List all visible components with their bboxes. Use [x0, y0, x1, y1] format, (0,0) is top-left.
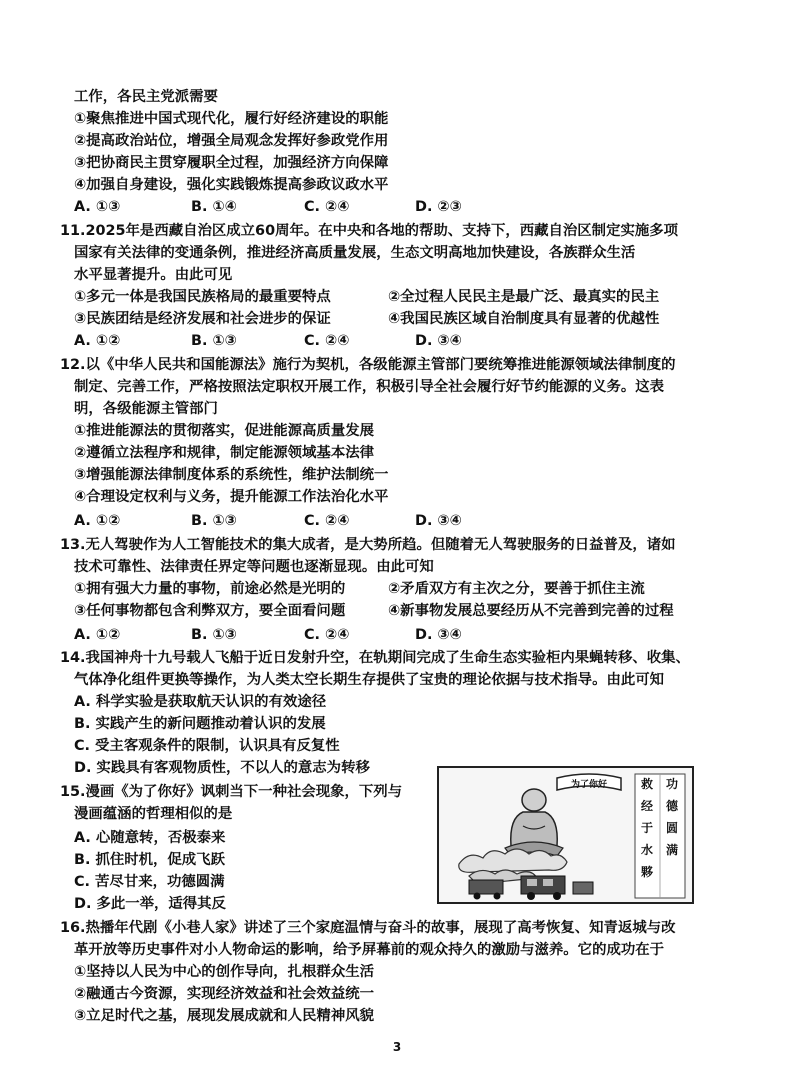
q15-stem-line-1: 15.漫画《为了你好》讽刺当下一种社会现象，下列与 — [60, 784, 403, 800]
q16-stem-line-2: 革开放等历史事件对小人物命运的影响，给予屏幕前的观众持久的激励与滋养。它的成功在于 — [74, 942, 665, 958]
q13-choice-a: A. ①② — [74, 627, 121, 643]
q16-option-2: ②融通古今资源，实现经济效益和社会效益统一 — [74, 986, 374, 1002]
q11-choice-c: C. ②④ — [304, 333, 350, 349]
cartoon-vertical-text-right: 功德圆满 — [665, 777, 679, 857]
q10-stem-tail: 工作，各民主党派需要 — [74, 89, 218, 105]
q14-choice-a: A. 科学实验是获取航天认识的有效途径 — [74, 694, 327, 710]
q12-option-3: ③增强能源法律制度体系的系统性，维护法制统一 — [74, 467, 389, 483]
q13-choice-b: B. ①③ — [191, 627, 237, 643]
q10-option-1: ①聚焦推进中国式现代化，履行好经济建设的职能 — [74, 111, 389, 127]
q13-choice-d: D. ③④ — [415, 627, 462, 643]
q11-option-2: ②全过程人民民主是最广泛、最真实的民主 — [388, 289, 660, 305]
q10-option-4: ④加强自身建设，强化实践锻炼提高参政议政水平 — [74, 177, 389, 193]
q16-option-1: ①坚持以人民为中心的创作导向，扎根群众生活 — [74, 964, 374, 980]
q12-choice-c: C. ②④ — [304, 513, 350, 529]
cartoon-banner-text: 为了你好 — [570, 780, 608, 790]
page-number: 3 — [392, 1040, 402, 1054]
q11-choice-b: B. ①③ — [191, 333, 237, 349]
q11-stem-line-3: 水平显著提升。由此可见 — [74, 267, 233, 283]
q12-choice-d: D. ③④ — [415, 513, 462, 529]
q15-choice-d: D. 多此一举，适得其反 — [74, 896, 226, 912]
q14-stem-line-1: 14.我国神舟十九号载人飞船于近日发射升空，在轨期间完成了生命生态实验柜内果蝇转移、收集、 — [60, 650, 690, 666]
q11-choice-a: A. ①② — [74, 333, 121, 349]
q12-stem-line-3: 明，各级能源主管部门 — [74, 401, 218, 417]
q14-choice-d: D. 实践具有客观物质性，不以人的意志为转移 — [74, 760, 370, 776]
q12-option-1: ①推进能源法的贯彻落实，促进能源高质量发展 — [74, 423, 374, 439]
q12-choice-a: A. ①② — [74, 513, 121, 529]
q13-stem-line-1: 13.无人驾驶作为人工智能技术的集大成者，是大势所趋。但随着无人驾驶服务的日益普及，诸如 — [60, 537, 676, 553]
q15-choice-b: B. 抓住时机，促成飞跃 — [74, 852, 225, 868]
q13-option-1: ①拥有强大力量的事物，前途必然是光明的 — [74, 581, 346, 597]
q11-stem-line-2: 国家有关法律的变通条例，推进经济高质量发展，生态文明高地加快建设，各族群众生活 — [74, 245, 636, 261]
q10-option-3: ③把协商民主贯穿履职全过程，加强经济方向保障 — [74, 155, 389, 171]
q11-option-1: ①多元一体是我国民族格局的最重要特点 — [74, 289, 331, 305]
q14-choice-c: C. 受主客观条件的限制，认识具有反复性 — [74, 738, 340, 754]
q13-option-4: ④新事物发展总要经历从不完善到完善的过程 — [388, 603, 674, 619]
q10-choice-d: D. ②③ — [415, 199, 462, 215]
q10-choice-b: B. ①④ — [191, 199, 237, 215]
q11-stem-line-1: 11.2025年是西藏自治区成立60周年。在中央和各地的帮助、支持下，西藏自治区制定实施多项 — [60, 223, 679, 239]
q11-option-4: ④我国民族区域自治制度具有显著的优越性 — [388, 311, 660, 327]
q10-choice-c: C. ②④ — [304, 199, 350, 215]
q12-stem-line-2: 制定、完善工作，严格按照法定职权开展工作，积极引导全社会履行好节约能源的义务。这表 — [74, 379, 665, 395]
q16-option-3: ③立足时代之基，展现发展成就和人民精神风貌 — [74, 1008, 374, 1024]
cartoon-banner — [557, 774, 621, 790]
q10-option-2: ②提高政治站位，增强全局观念发挥好参政党作用 — [74, 133, 389, 149]
q15-choice-c: C. 苦尽甘来，功德圆满 — [74, 874, 225, 890]
cartoon-vertical-panel — [635, 774, 685, 898]
q12-option-2: ②遵循立法程序和规律，制定能源领域基本法律 — [74, 445, 374, 461]
q12-option-4: ④合理设定权利与义务，提升能源工作法治化水平 — [74, 489, 389, 505]
q10-choice-a: A. ①③ — [74, 199, 121, 215]
cartoon-vertical-text-left: 救经于水夥 — [640, 777, 654, 879]
cartoon-illustration — [439, 768, 692, 902]
q13-option-2: ②矛盾双方有主次之分，要善于抓住主流 — [388, 581, 645, 597]
q13-option-3: ③任何事物都包含利弊双方，要全面看问题 — [74, 603, 346, 619]
q16-stem-line-1: 16.热播年代剧《小巷人家》讲述了三个家庭温情与奋斗的故事，展现了高考恢复、知青返城与改 — [60, 920, 676, 936]
q13-stem-line-2: 技术可靠性、法律责任界定等问题也逐渐显现。由此可知 — [74, 559, 434, 575]
q13-choice-c: C. ②④ — [304, 627, 350, 643]
q12-choice-b: B. ①③ — [191, 513, 237, 529]
q12-stem-line-1: 12.以《中华人民共和国能源法》施行为契机，各级能源主管部门要统筹推进能源领域法律制度的 — [60, 357, 676, 373]
q11-choice-d: D. ③④ — [415, 333, 462, 349]
q14-choice-b: B. 实践产生的新问题推动着认识的发展 — [74, 716, 326, 732]
q14-stem-line-2: 气体净化组件更换等操作，为人类太空长期生存提供了宝贵的理论依据与技术指导。由此可知 — [74, 672, 665, 688]
q15-stem-line-2: 漫画蕴涵的哲理相似的是 — [74, 806, 233, 822]
cartoon-image — [437, 766, 694, 904]
q15-choice-a: A. 心随意转，否极泰来 — [74, 830, 226, 846]
q11-option-3: ③民族团结是经济发展和社会进步的保证 — [74, 311, 331, 327]
